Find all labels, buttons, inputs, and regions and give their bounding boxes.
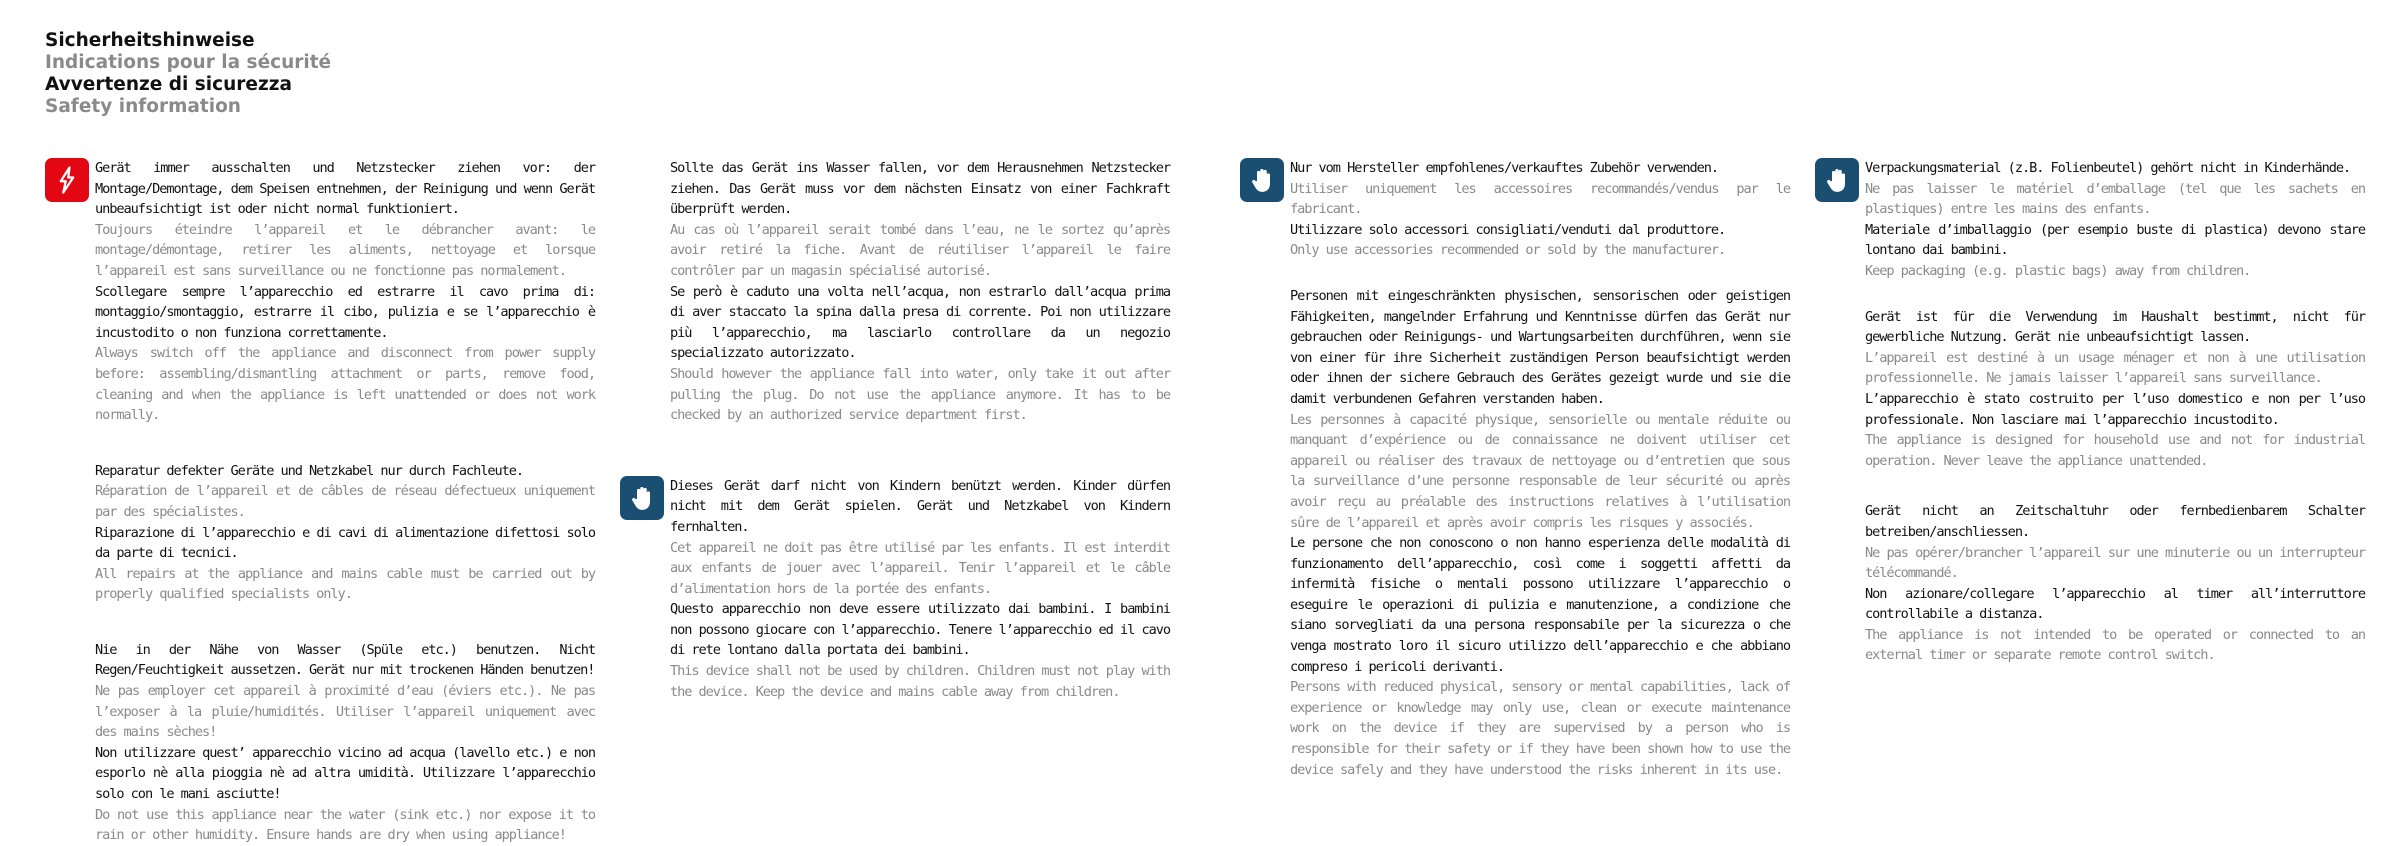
text-fr: Réparation de l’appareil et de câbles de réseau défectueux uniquement par des spécialistes. — [95, 483, 595, 520]
column-4 — [1865, 158, 2365, 666]
column-1 — [95, 158, 595, 846]
title-italian: Avvertenze di sicurezza — [45, 74, 292, 95]
text-en: Persons with reduced physical, sensory or mental capabilities, lack of experience or knowledge may only use, clean or execute maintenance work on the device if they are supervised by a person who is responsible for their safety or if they have been shown how to use the device safely and they have understood the risks inherent in its use. — [1290, 679, 1790, 778]
hand-stop-icon — [1240, 158, 1284, 202]
safety-block-power-off — [95, 158, 595, 426]
safety-block-timer — [1865, 501, 2365, 666]
safety-block-children — [670, 476, 1170, 703]
text-it: Le persone che non conoscono o non hanno esperienza delle modalità di funzionamento dell’apparecchio, così come i soggetti affetti da infermità fisiche o mentali possono utilizzare l’apparecchio o eseguire le operazioni di pulizia e manutenzione, a condizione che siano sorvegliati da una persona responsabile per la sicurezza o che venga mostrato loro il sicuro utilizzo dell’apparecchio e che abbiano compreso i pericoli derivanti. — [1290, 535, 1790, 675]
text-en: Should however the appliance fall into water, only take it out after pulling the plug. Do not use the appliance anymore. It has to be checked by an authorized service department first. — [670, 365, 1170, 424]
text-en: The appliance is designed for household use and not for industrial operation. Never leave the appliance unattended. — [1865, 432, 2365, 469]
text-it: Questo apparecchio non deve essere utilizzato dai bambini. I bambini non possono giocare con l’apparecchio. Tenere l’apparecchio ed il cavo di rete lontano dalla portata dei bambini. — [670, 601, 1170, 659]
text-en: Always switch off the appliance and disconnect from power supply before: assembling/dismantling attachment or parts, remove food, cleaning and when the appliance is left unattended or does not work normally. — [95, 345, 595, 424]
text-fr: Ne pas employer cet appareil à proximité d’eau (éviers etc.). Ne pas l’exposer à la pluie/humidités. Utiliser l’appareil uniquement avec des mains sèches! — [95, 683, 595, 741]
text-de: Nur vom Hersteller empfohlenes/verkauftes Zubehör verwenden. — [1290, 160, 1719, 176]
text-fr: Ne pas opérer/brancher l’appareil sur une minuterie ou un interrupteur télécommandé. — [1865, 544, 2365, 582]
text-en: Only use accessories recommended or sold by the manufacturer. — [1290, 242, 1726, 259]
electric-shock-icon — [45, 158, 89, 202]
text-it: Non azionare/collegare l’apparecchio al timer all’interruttore controllabile a distanza. — [1865, 585, 2365, 623]
safety-block-repair — [95, 461, 595, 605]
text-fr: Cet appareil ne doit pas être utilisé par les enfants. Il est interdit aux enfants de jouer avec l’appareil. Tenir l’appareil et le câble d’alimentation hors de la portée des enfants. — [670, 539, 1170, 597]
safety-block-packaging — [1865, 158, 2365, 282]
text-de: Gerät immer ausschalten und Netzstecker ziehen vor: der Montage/Demontage, dem Speisen entnehmen, der Reinigung und wenn Gerät unbeaufsichtigt ist oder nicht normal funktioniert. — [95, 160, 595, 218]
safety-block-accessories — [1290, 158, 1790, 261]
text-de: Verpackungsmaterial (z.B. Folienbeutel) gehört nicht in Kinderhände. — [1865, 160, 2351, 176]
text-de: Dieses Gerät darf nicht von Kindern benützt werden. Kinder dürfen nicht mit dem Gerät spielen. Gerät und Netzkabel von Kindern fernhalten. — [670, 477, 1170, 535]
safety-block-fallen-in-water — [670, 158, 1170, 426]
text-fr: Utiliser uniquement les accessoires recommandés/vendus par le fabricant. — [1290, 180, 1790, 218]
hand-stop-icon — [620, 476, 664, 520]
title-english: Safety information — [45, 96, 241, 117]
text-it: Materiale d’imballaggio (per esempio buste di plastica) devono stare lontano dai bambini. — [1865, 221, 2365, 259]
text-de: Reparatur defekter Geräte und Netzkabel nur durch Fachleute. — [95, 462, 524, 479]
text-fr: Ne pas laisser le matériel d’emballage (tel que les sachets en plastiques) entre les mains des enfants. — [1865, 180, 2365, 218]
title-french: Indications pour la sécurité — [45, 52, 332, 73]
text-en: Do not use this appliance near the water (sink etc.) nor expose it to rain or other humidity. Ensure hands are dry when using appliance! — [95, 806, 595, 844]
text-it: Scollegare sempre l’apparecchio ed estrarre il cavo prima di: montaggio/smontaggio, estrarre il cibo, pulizia e se l’apparecchio è incustodito o non funziona correttamente. — [95, 283, 595, 341]
text-it: Se però è caduto una volta nell’acqua, non estrarlo dall’acqua prima di aver staccato la spina dalla presa di corrente. Poi non utilizzare più l’apparecchio, ma lasciarlo controllare da un negozio specializzato autorizzato. — [670, 283, 1170, 362]
safety-block-household-use — [1865, 307, 2365, 472]
text-it: Utilizzare solo accessori consigliati/venduti dal produttore. — [1290, 221, 1726, 238]
text-de: Sollte das Gerät ins Wasser fallen, vor dem Herausnehmen Netzstecker ziehen. Das Gerät muss vor dem nächsten Einsatz von einer Fachkraft überprüft werden. — [670, 160, 1170, 218]
text-de: Nie in der Nähe von Wasser (Spüle etc.) benutzen. Nicht Regen/Feuchtigkeit aussetzen. Gerät nur mit trockenen Händen benutzen! — [95, 641, 595, 679]
text-it: Non utilizzare quest’ apparecchio vicino ad acqua (lavello etc.) e non esporlo nè alla pioggia nè ad altra umidità. Utilizzare l’apparecchio solo con le mani asciutte! — [95, 744, 595, 803]
text-it: L’apparecchio è stato costruito per l’uso domestico e non per l’uso professionale. Non lasciare mai l’apparecchio incustodito. — [1865, 390, 2365, 428]
text-it: Riparazione di l’apparecchio e di cavi di alimentazione difettosi solo da parte di tecnici. — [95, 524, 595, 562]
hand-stop-icon — [1815, 158, 1859, 202]
text-de: Gerät ist für die Verwendung im Haushalt bestimmt, nicht für gewerbliche Nutzung. Gerät nie unbeaufsichtigt lassen. — [1865, 308, 2365, 346]
text-en: The appliance is not intended to be operated or connected to an external timer or separate remote control switch. — [1865, 626, 2365, 664]
safety-block-water — [95, 640, 595, 846]
column-2 — [670, 158, 1170, 702]
text-de: Gerät nicht an Zeitschaltuhr oder fernbedienbarem Schalter betreiben/anschliessen. — [1865, 503, 2365, 540]
text-de: Personen mit eingeschränkten physischen, sensorischen oder geistigen Fähigkeiten, mangelnder Erfahrung und Kenntnisse dürfen das Gerät nur gebrauchen oder Reinigungs- und Wartungsarbeiten durchführen, wenn sie von einer für ihre Sicherheit zuständigen Person beaufsichtigt werden oder ihnen der sichere Gebrauch des Gerätes gezeigt wurde und sie die damit verbundenen Gefahren verstanden haben. — [1290, 287, 1790, 407]
text-en: Keep packaging (e.g. plastic bags) away from children. — [1865, 262, 2251, 279]
text-fr: Toujours éteindre l’appareil et le débrancher avant: le montage/démontage, retirer les aliments, nettoyage et lorsque l’appareil est sans surveillance ou ne fonctionne pas normalement. — [95, 221, 595, 279]
title-german: Sicherheitshinweise — [45, 30, 255, 51]
text-en: This device shall not be used by children. Children must not play with the device. Keep the device and mains cable away from children. — [670, 663, 1170, 700]
safety-block-reduced-capabilities — [1290, 286, 1790, 780]
text-en: All repairs at the appliance and mains cable must be carried out by properly qualified specialists only. — [95, 565, 595, 603]
text-fr: L’appareil est destiné à un usage ménager et non à une utilisation professionnelle. Ne jamais laisser l’appareil sans surveillance. — [1865, 349, 2365, 387]
text-fr: Au cas où l’appareil serait tombé dans l’eau, ne le sortez qu’après avoir retiré la fiche. Avant de réutiliser l’appareil le faire contrôler par un magasin spécialisé autorisé. — [670, 221, 1170, 279]
page-titles — [45, 30, 331, 118]
text-fr: Les personnes à capacité physique, sensorielle ou mentale réduite ou manquant d’expérience ou de connaissance ne doivent utiliser cet appareil ou réaliser des travaux de nettoyage ou d’entretien que sous la surveillance d’une personne responsable de leur sécurité ou après avoir reçu au préalable des instructions relatives à l’utilisation sûre de l’appareil et après avoir compris les risques y associés. — [1290, 411, 1790, 531]
column-3 — [1290, 158, 1790, 780]
